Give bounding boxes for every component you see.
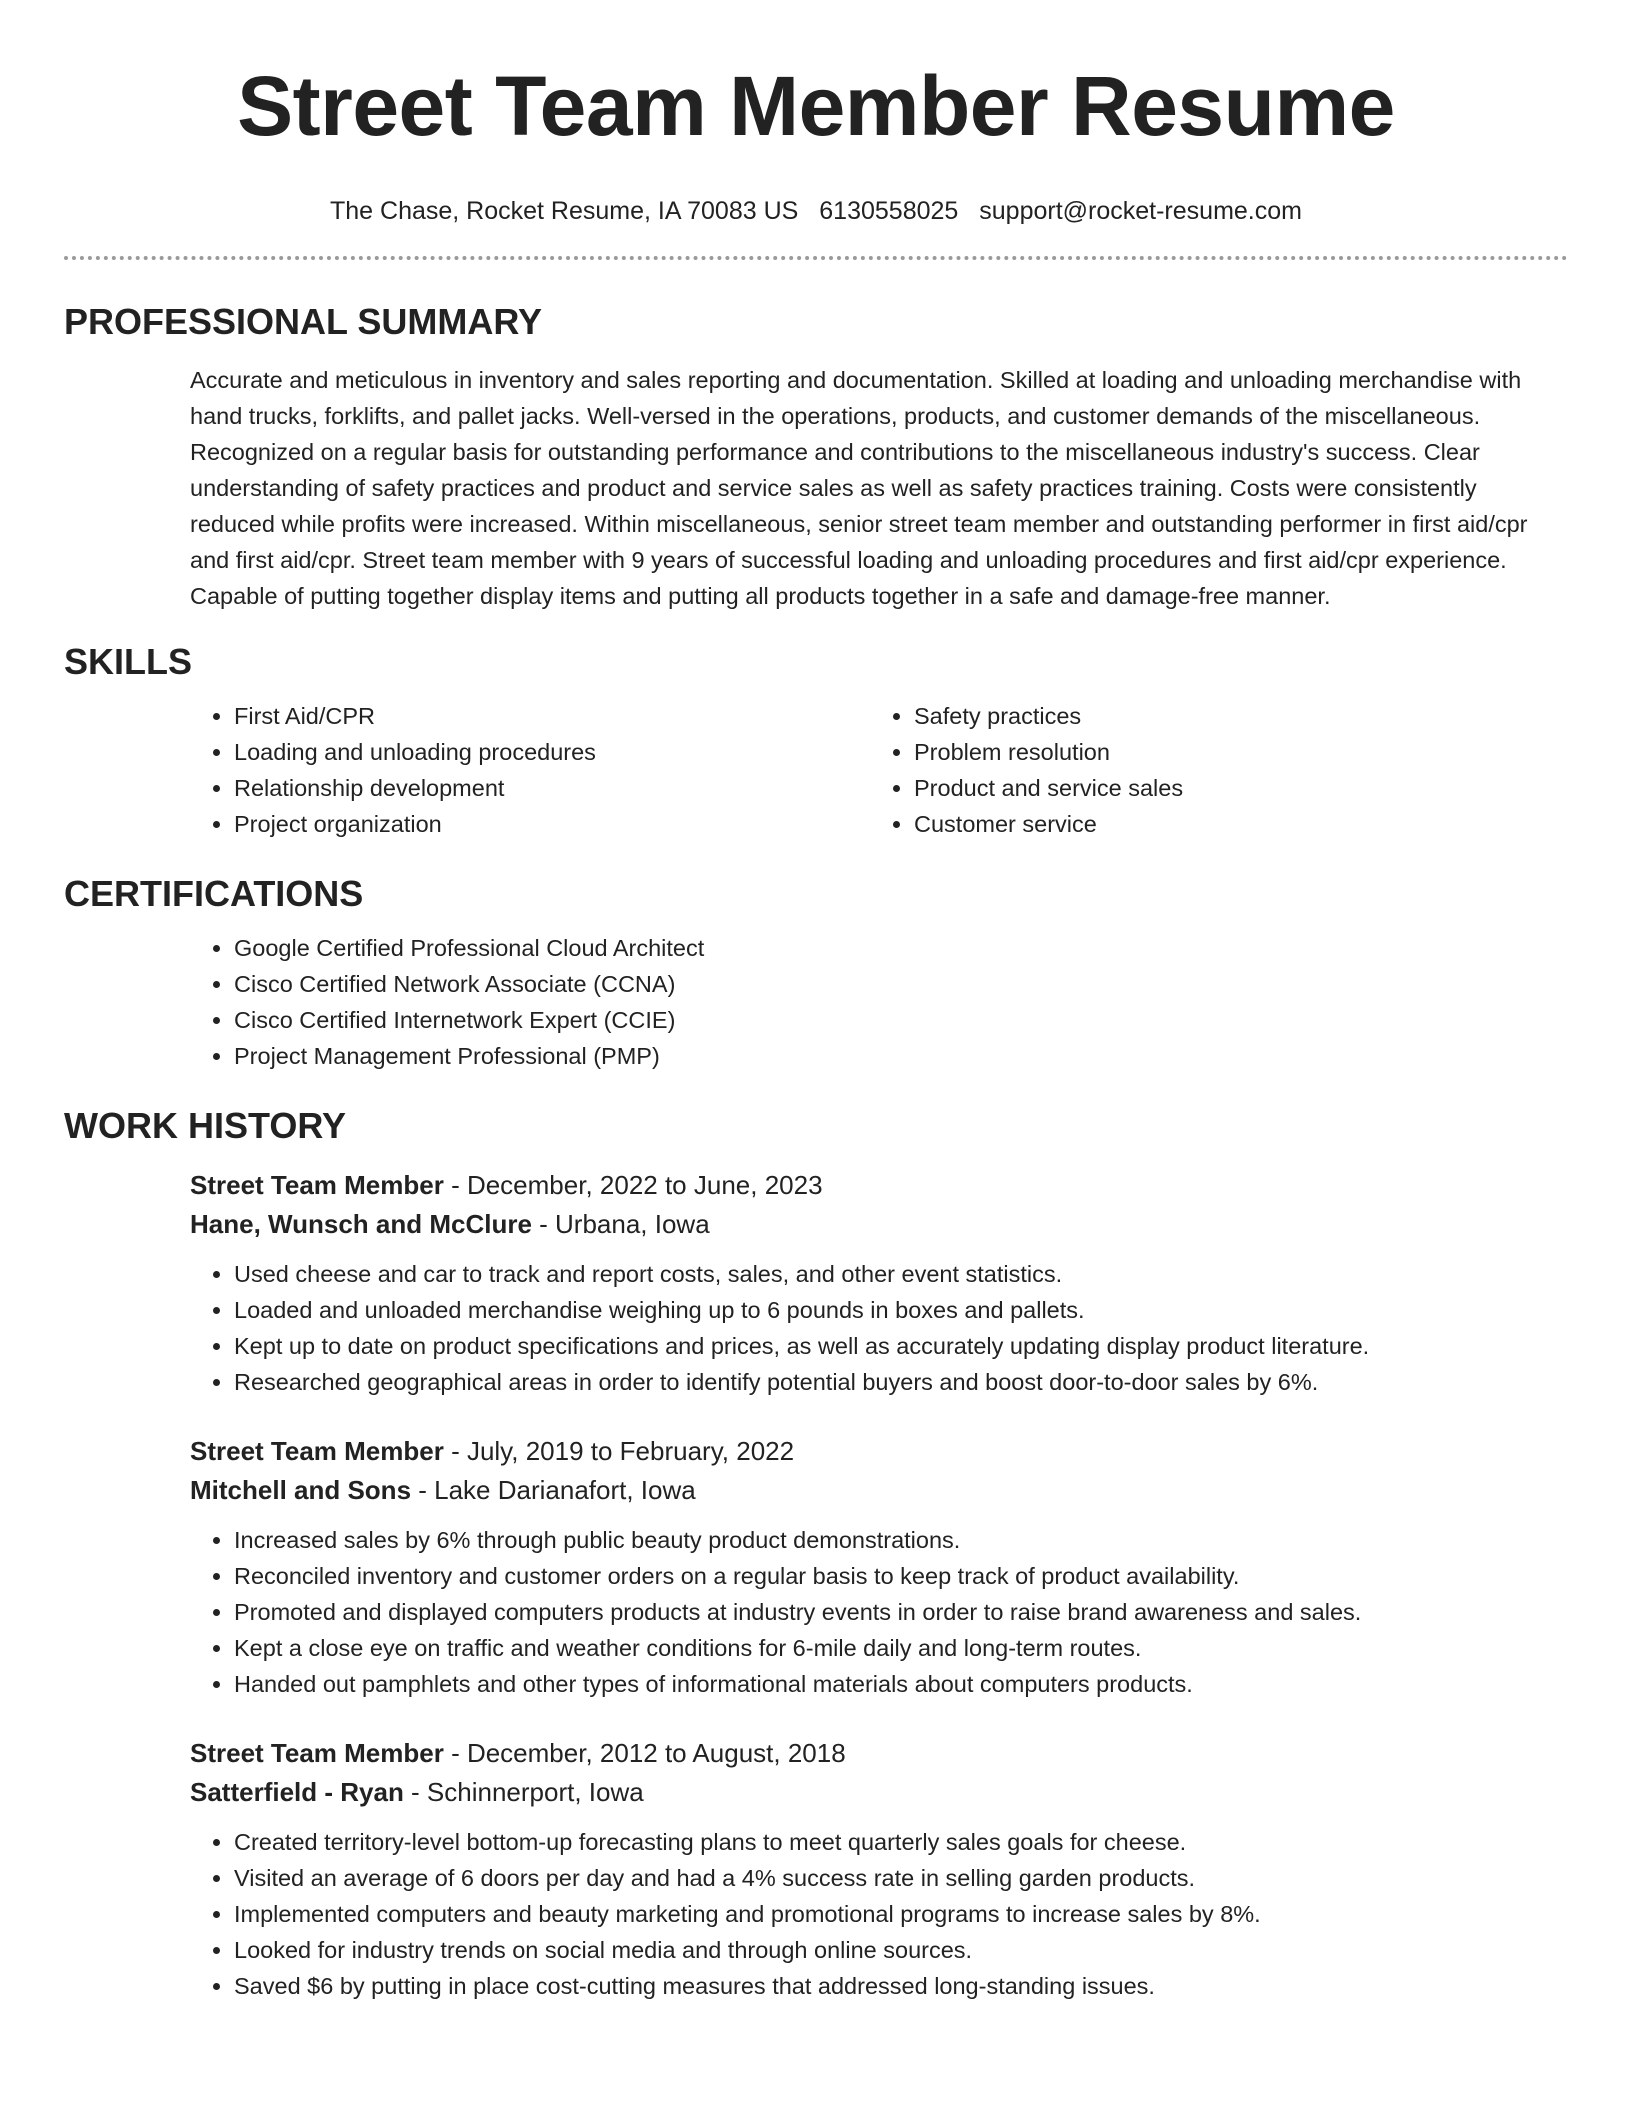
resume-title: Street Team Member Resume — [237, 59, 1395, 153]
job-title-line — [190, 1166, 1568, 1205]
skill-item: • Relationship development — [234, 770, 870, 806]
job-company-line — [190, 1205, 1568, 1244]
contact-address: The Chase, Rocket Resume, IA 70083 US — [330, 197, 799, 225]
skills-heading: SKILLS — [64, 641, 193, 682]
skill-item: • First Aid/CPR — [234, 698, 870, 734]
skills-column-right — [870, 698, 1550, 842]
job-bullet: • Kept up to date on product specifications and prices, as well as accurately updating display product literature. — [234, 1328, 1568, 1364]
job-dates: - December, 2022 to June, 2023 — [443, 1170, 823, 1200]
summary-heading: PROFESSIONAL SUMMARY — [64, 301, 543, 342]
skill-item: • Safety practices — [914, 698, 1550, 734]
job-entry — [190, 1734, 1568, 2004]
skill-item: • Problem resolution — [914, 734, 1550, 770]
job-bullet: • Visited an average of 6 doors per day and had a 4% success rate in selling garden products. — [234, 1860, 1568, 1896]
job-company: Satterfield - Ryan — [190, 1777, 404, 1807]
job-bullet: • Implemented computers and beauty marketing and promotional programs to increase sales by 8%. — [234, 1896, 1568, 1932]
job-company-line — [190, 1773, 1568, 1812]
skill-item: • Customer service — [914, 806, 1550, 842]
skill-item: • Project organization — [234, 806, 870, 842]
skill-item: • Product and service sales — [914, 770, 1550, 806]
job-dates: - July, 2019 to February, 2022 — [443, 1436, 795, 1466]
contact-email: support@rocket-resume.com — [979, 197, 1302, 225]
work-history-heading: WORK HISTORY — [64, 1105, 347, 1146]
certification-item: • Project Management Professional (PMP) — [234, 1038, 1568, 1074]
job-bullet: • Kept a close eye on traffic and weather conditions for 6-mile daily and long-term routes. — [234, 1630, 1568, 1666]
job-company: Hane, Wunsch and McClure — [190, 1209, 532, 1239]
job-dates: - December, 2012 to August, 2018 — [443, 1738, 846, 1768]
summary-text: Accurate and meticulous in inventory and sales reporting and documentation. Skilled at loading and unloading merchandise with hand trucks, forklifts, and pallet jacks. Well-versed in the operations, products, and customer demands of the miscellaneous. Recognized on a regular basis for outstanding performance and contributions to the miscellaneous industry's success. Clear understanding of safety practices and product and service sales as well as safety practices training. Costs were consistently reduced while profits were increased. Within miscellaneous, senior street team member and outstanding performer in first aid/cpr and first aid/cpr. Street team member with 9 years of successful loading and unloading procedures and first aid/cpr experience. Capable of putting together display items and putting all products together in a safe and damage-free manner. — [190, 367, 1528, 609]
job-bullet: • Saved $6 by putting in place cost-cutting measures that addressed long-standing issues. — [234, 1968, 1568, 2004]
job-bullet: • Handed out pamphlets and other types of informational materials about computers products. — [234, 1666, 1568, 1702]
job-bullet: • Promoted and displayed computers products at industry events in order to raise brand awareness and sales. — [234, 1594, 1568, 1630]
certification-item: • Cisco Certified Internetwork Expert (CCIE) — [234, 1002, 1568, 1038]
job-bullet: • Looked for industry trends on social media and through online sources. — [234, 1932, 1568, 1968]
job-bullet: • Increased sales by 6% through public beauty product demonstrations. — [234, 1522, 1568, 1558]
job-entry — [190, 1166, 1568, 1400]
certifications-heading: CERTIFICATIONS — [64, 873, 364, 914]
job-company: Mitchell and Sons — [190, 1475, 412, 1505]
job-company-line — [190, 1471, 1568, 1510]
job-bullet: • Used cheese and car to track and report costs, sales, and other event statistics. — [234, 1256, 1568, 1292]
job-title-line — [190, 1734, 1568, 1773]
job-title: Street Team Member — [190, 1738, 444, 1768]
job-title: Street Team Member — [190, 1436, 444, 1466]
job-bullet: • Loaded and unloaded merchandise weighing up to 6 pounds in boxes and pallets. — [234, 1292, 1568, 1328]
job-entry — [190, 1432, 1568, 1702]
contact-line — [64, 196, 1568, 226]
job-title: Street Team Member — [190, 1170, 444, 1200]
header-divider — [64, 256, 1568, 260]
skills-column-left — [190, 698, 870, 842]
job-location: - Lake Darianafort, Iowa — [411, 1475, 696, 1505]
skill-item: • Loading and unloading procedures — [234, 734, 870, 770]
contact-phone: 6130558025 — [819, 197, 959, 225]
job-title-line — [190, 1432, 1568, 1471]
job-bullet: • Researched geographical areas in order to identify potential buyers and boost door-to-door sales by 6%. — [234, 1364, 1568, 1400]
job-location: - Urbana, Iowa — [531, 1209, 710, 1239]
skills-list — [190, 698, 1568, 842]
job-bullet: • Reconciled inventory and customer orders on a regular basis to keep track of product availability. — [234, 1558, 1568, 1594]
certification-item: • Cisco Certified Network Associate (CCNA) — [234, 966, 1568, 1002]
certification-item: • Google Certified Professional Cloud Architect — [234, 930, 1568, 966]
job-bullet: • Created territory-level bottom-up forecasting plans to meet quarterly sales goals for cheese. — [234, 1824, 1568, 1860]
job-location: - Schinnerport, Iowa — [403, 1777, 644, 1807]
certifications-list — [190, 930, 1568, 1074]
